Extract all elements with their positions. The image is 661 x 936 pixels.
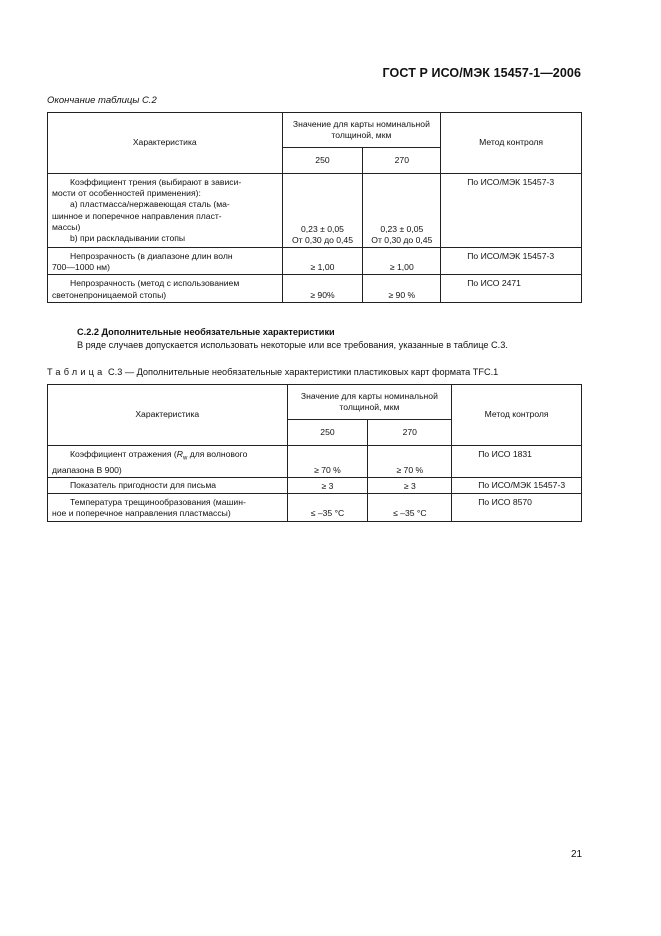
header-thickness-line2: толщиной, мкм: [331, 130, 392, 140]
row-opacity2-characteristic: [48, 275, 283, 302]
header-270: 270: [363, 148, 441, 174]
text-line: а) пластмасса/нержавеющая сталь (ма-: [70, 199, 230, 210]
text-line: Температура трещинообразования (машин-: [70, 497, 246, 508]
row-reflectance-270: ≥ 70 %: [368, 446, 452, 478]
section-title: С.2.2 Дополнительные необязательные характеристики: [77, 327, 335, 337]
text-line: 700—1000 нм): [52, 262, 110, 273]
table-row: [48, 446, 582, 478]
header-thickness: [287, 385, 452, 420]
header-characteristic: Характеристика: [48, 113, 283, 174]
text-line: Показатель пригодности для письма: [70, 480, 217, 491]
header-characteristic: Характеристика: [48, 385, 288, 446]
row-writability-characteristic: [48, 478, 288, 494]
table-caption: Окончание таблицы С.2: [47, 95, 157, 106]
header-thickness-line1: Значение для карты номинальной: [300, 390, 438, 401]
row-friction-method: По ИСО/МЭК 15457-3: [441, 174, 582, 248]
header-method: Метод контроля: [452, 385, 582, 446]
caption-text: С.3 — Дополнительные необязательные характеристики пластиковых карт формата TFC.1: [108, 367, 499, 377]
header-250: 250: [287, 420, 368, 446]
section-paragraph: В ряде случаев допускается использовать некоторые или все требования, указанные в таблице С.3.: [77, 340, 508, 350]
value-line: От 0,30 до 0,45: [291, 234, 353, 245]
caption-label: Таблица: [47, 367, 106, 377]
text-line: Непрозрачность (метод с использованием: [70, 278, 240, 289]
text-line: светонепроницаемой стопы): [52, 289, 167, 300]
document-header: ГОСТ Р ИСО/МЭК 15457-1—2006: [382, 66, 581, 80]
table-c3-caption: [47, 367, 498, 377]
table-row: [48, 275, 582, 302]
text-part: Коэффициент отражения (: [70, 449, 177, 459]
row-opacity1-method: По ИСО/МЭК 15457-3: [441, 248, 582, 275]
row-writability-method: По ИСО/МЭК 15457-3: [452, 478, 582, 494]
row-cracking-270: ≤ –35 °С: [368, 494, 452, 521]
row-opacity2-270: ≥ 90 %: [363, 275, 441, 302]
text-line: мости от особенностей применения):: [52, 188, 201, 199]
table-row: [48, 478, 582, 494]
text-line: шинное и поперечное направления пласт-: [52, 210, 222, 221]
page-number: 21: [571, 849, 583, 860]
header-270: 270: [368, 420, 452, 446]
row-friction-250: [282, 174, 363, 248]
row-opacity1-characteristic: [48, 248, 283, 275]
symbol-subscript: w: [182, 455, 188, 462]
text-line: b) при раскладывании стопы: [70, 233, 186, 244]
row-reflectance-250: ≥ 70 %: [287, 446, 368, 478]
text-line: массы): [52, 221, 81, 232]
table-row: [48, 494, 582, 521]
text-line: Непрозрачность (в диапазоне длин волн: [70, 251, 233, 261]
table-c2-end: [47, 112, 582, 303]
header-thickness-line2: толщиной, мкм: [339, 402, 400, 412]
value-line: 0,23 ± 0,05: [380, 223, 424, 234]
row-opacity2-method: По ИСО 2471: [441, 275, 582, 302]
row-friction-characteristic: [48, 174, 283, 248]
row-friction-270: [363, 174, 441, 248]
row-cracking-characteristic: [48, 494, 288, 521]
row-cracking-method: По ИСО 8570: [452, 494, 582, 521]
text-line: ное и поперечное направления пластмассы): [52, 508, 231, 519]
row-writability-250: ≥ 3: [287, 478, 368, 494]
symbol-r: R: [176, 449, 183, 459]
value-line: 0,23 ± 0,05: [301, 223, 344, 234]
row-opacity2-250: ≥ 90%: [282, 275, 363, 302]
row-opacity1-270: ≥ 1,00: [363, 248, 441, 275]
text-line: диапазона В 900): [52, 464, 122, 475]
table-row: [48, 248, 582, 275]
table-c3: [47, 384, 582, 522]
row-opacity1-250: ≥ 1,00: [282, 248, 363, 275]
text-line: Коэффициент трения (выбирают в зависи-: [70, 177, 242, 187]
row-reflectance-characteristic: [48, 446, 288, 478]
header-thickness: [282, 113, 441, 148]
table-row: [48, 174, 582, 248]
header-thickness-line1: Значение для карты номинальной: [292, 118, 430, 129]
header-250: 250: [282, 148, 363, 174]
value-line: От 0,30 до 0,45: [371, 234, 433, 245]
text-part: для волнового: [187, 449, 248, 459]
header-method: Метод контроля: [441, 113, 582, 174]
row-reflectance-method: По ИСО 1831: [452, 446, 582, 478]
row-writability-270: ≥ 3: [368, 478, 452, 494]
row-cracking-250: ≤ –35 °С: [287, 494, 368, 521]
